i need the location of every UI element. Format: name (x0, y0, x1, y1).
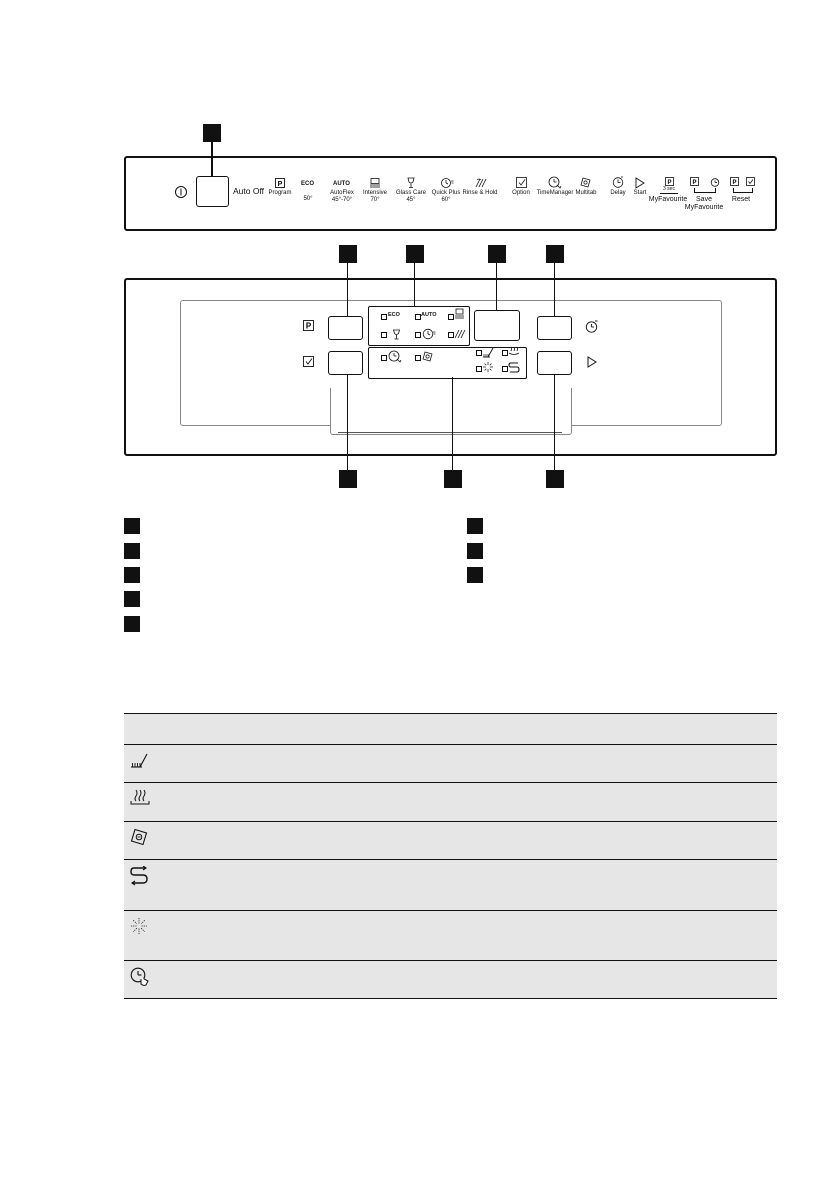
rinse-aid-icon (130, 756, 148, 773)
multitab-icon (422, 351, 433, 362)
quickplus-icon (422, 328, 436, 340)
quickplus-icon (440, 177, 454, 189)
legend-marker-8 (467, 567, 483, 583)
callout-line-3 (414, 263, 415, 307)
table-header-row (124, 714, 777, 745)
handle-edge (338, 432, 562, 433)
legend-marker-3 (124, 567, 140, 583)
svg-text:P: P (692, 180, 697, 186)
myfavourite-hold: 3 sec (663, 186, 675, 192)
indicators-table (124, 713, 777, 999)
intensive-label: Intensive (362, 190, 387, 196)
reset-label: Reset (731, 196, 751, 203)
timemanager-icon (388, 350, 402, 363)
glass-icon (392, 329, 401, 340)
rinse-hold-icon (454, 328, 466, 340)
machine-care-icon (130, 922, 148, 939)
delay-icon (612, 176, 624, 188)
auto-open-icon (508, 361, 520, 374)
timemanager-icon (130, 974, 150, 991)
program-icon (275, 178, 285, 188)
program-icon (303, 320, 314, 331)
legend-marker-2 (124, 543, 140, 559)
display (474, 310, 520, 341)
table-row (124, 961, 777, 999)
multitab-icon (580, 177, 591, 188)
start-label: Start (633, 190, 647, 196)
option-button[interactable] (328, 351, 363, 375)
quickplus-indicator (415, 332, 421, 338)
timemanager-icon (548, 176, 562, 189)
delay-button[interactable] (537, 316, 572, 340)
timemanager-indicator (381, 355, 387, 361)
svg-text:P: P (732, 180, 737, 186)
power-icon (174, 185, 188, 199)
legend-marker-7 (467, 543, 483, 559)
option-label: Option (512, 190, 530, 196)
table-row (124, 911, 777, 961)
program-button[interactable] (328, 316, 363, 340)
panel-handle-recess (330, 388, 572, 435)
svg-text:P: P (277, 181, 283, 188)
rinse-hold-icon (474, 177, 488, 189)
legend-marker-4 (124, 591, 140, 607)
delay-label: Delay (610, 190, 626, 196)
intensive-icon (454, 308, 465, 320)
auto-off-label: Auto Off (233, 186, 265, 196)
eco-indicator (381, 314, 387, 320)
glass-care-temp: 45° (406, 197, 416, 203)
multitab-indicator (415, 355, 421, 361)
quick-plus-temp: 60° (441, 197, 451, 203)
callout-line-5 (554, 263, 555, 316)
save-bracket (694, 188, 716, 193)
intensive-icon (369, 177, 381, 189)
reset-bracket (733, 188, 753, 193)
table-row (124, 745, 777, 783)
drying-icon (508, 346, 520, 357)
myfavourite-underline (660, 193, 678, 194)
callout-marker-7 (444, 470, 462, 488)
start-icon (635, 177, 645, 189)
program-label: Program (268, 190, 292, 196)
callout-marker-6 (339, 470, 357, 488)
callout-line-2 (347, 263, 348, 316)
save-program-icon (690, 177, 699, 186)
callout-line-8 (554, 369, 555, 470)
machine-care-icon (482, 361, 494, 373)
callout-line-4 (496, 263, 497, 311)
callout-marker-8 (546, 470, 564, 488)
callout-line-6 (347, 369, 348, 470)
start-button[interactable] (537, 351, 572, 375)
auto-label: AUTO (333, 181, 350, 187)
intensive-temp: 70° (370, 197, 380, 203)
on-off-button[interactable] (196, 176, 229, 207)
table-row (124, 822, 777, 860)
reset-program-icon (730, 177, 739, 186)
glass-icon (406, 177, 416, 189)
callout-marker-1 (203, 124, 221, 142)
svg-text:P: P (305, 321, 312, 331)
legend-marker-1 (124, 518, 140, 534)
save-delay-icon (710, 177, 720, 187)
legend-marker-5 (124, 616, 140, 632)
myfavourite-icon (665, 177, 674, 186)
callout-line-7 (452, 377, 453, 470)
option-icon (516, 177, 527, 188)
timemanager-label: TimeManager (536, 190, 574, 196)
callout-marker-2 (339, 245, 357, 263)
callout-marker-4 (488, 245, 506, 263)
callout-marker-5 (546, 245, 564, 263)
table-row (124, 783, 777, 822)
table-row (124, 860, 777, 911)
multitab-icon (130, 833, 148, 850)
reset-option-icon (746, 177, 755, 186)
callout-marker-3 (406, 245, 424, 263)
glass-care-label: Glass Care (396, 190, 427, 196)
option-icon (303, 356, 314, 367)
legend-marker-6 (467, 518, 483, 534)
auto-indicator-label: AUTO (421, 312, 437, 318)
save-myfavourite-label: Save MyFavourite (684, 196, 724, 211)
myfavourite-label: MyFavourite (648, 196, 688, 203)
start-icon (587, 356, 597, 368)
eco-temp: 50° (303, 196, 313, 202)
quick-plus-label: Quick Plus (431, 190, 461, 196)
delay-icon (585, 320, 598, 333)
eco-label: ECO (301, 181, 315, 187)
auto-open-icon (130, 873, 148, 890)
glass-indicator (381, 332, 387, 338)
multitab-label: Multitab (575, 190, 597, 196)
autoflex-label: AutoFlex 45°-70° (330, 190, 354, 203)
eco-indicator-label: ECO (388, 312, 400, 318)
rinse-hold-label: Rinse & Hold (462, 190, 498, 196)
svg-text:P: P (667, 180, 672, 186)
drying-icon (130, 794, 150, 811)
rinse-aid-icon (482, 346, 494, 358)
